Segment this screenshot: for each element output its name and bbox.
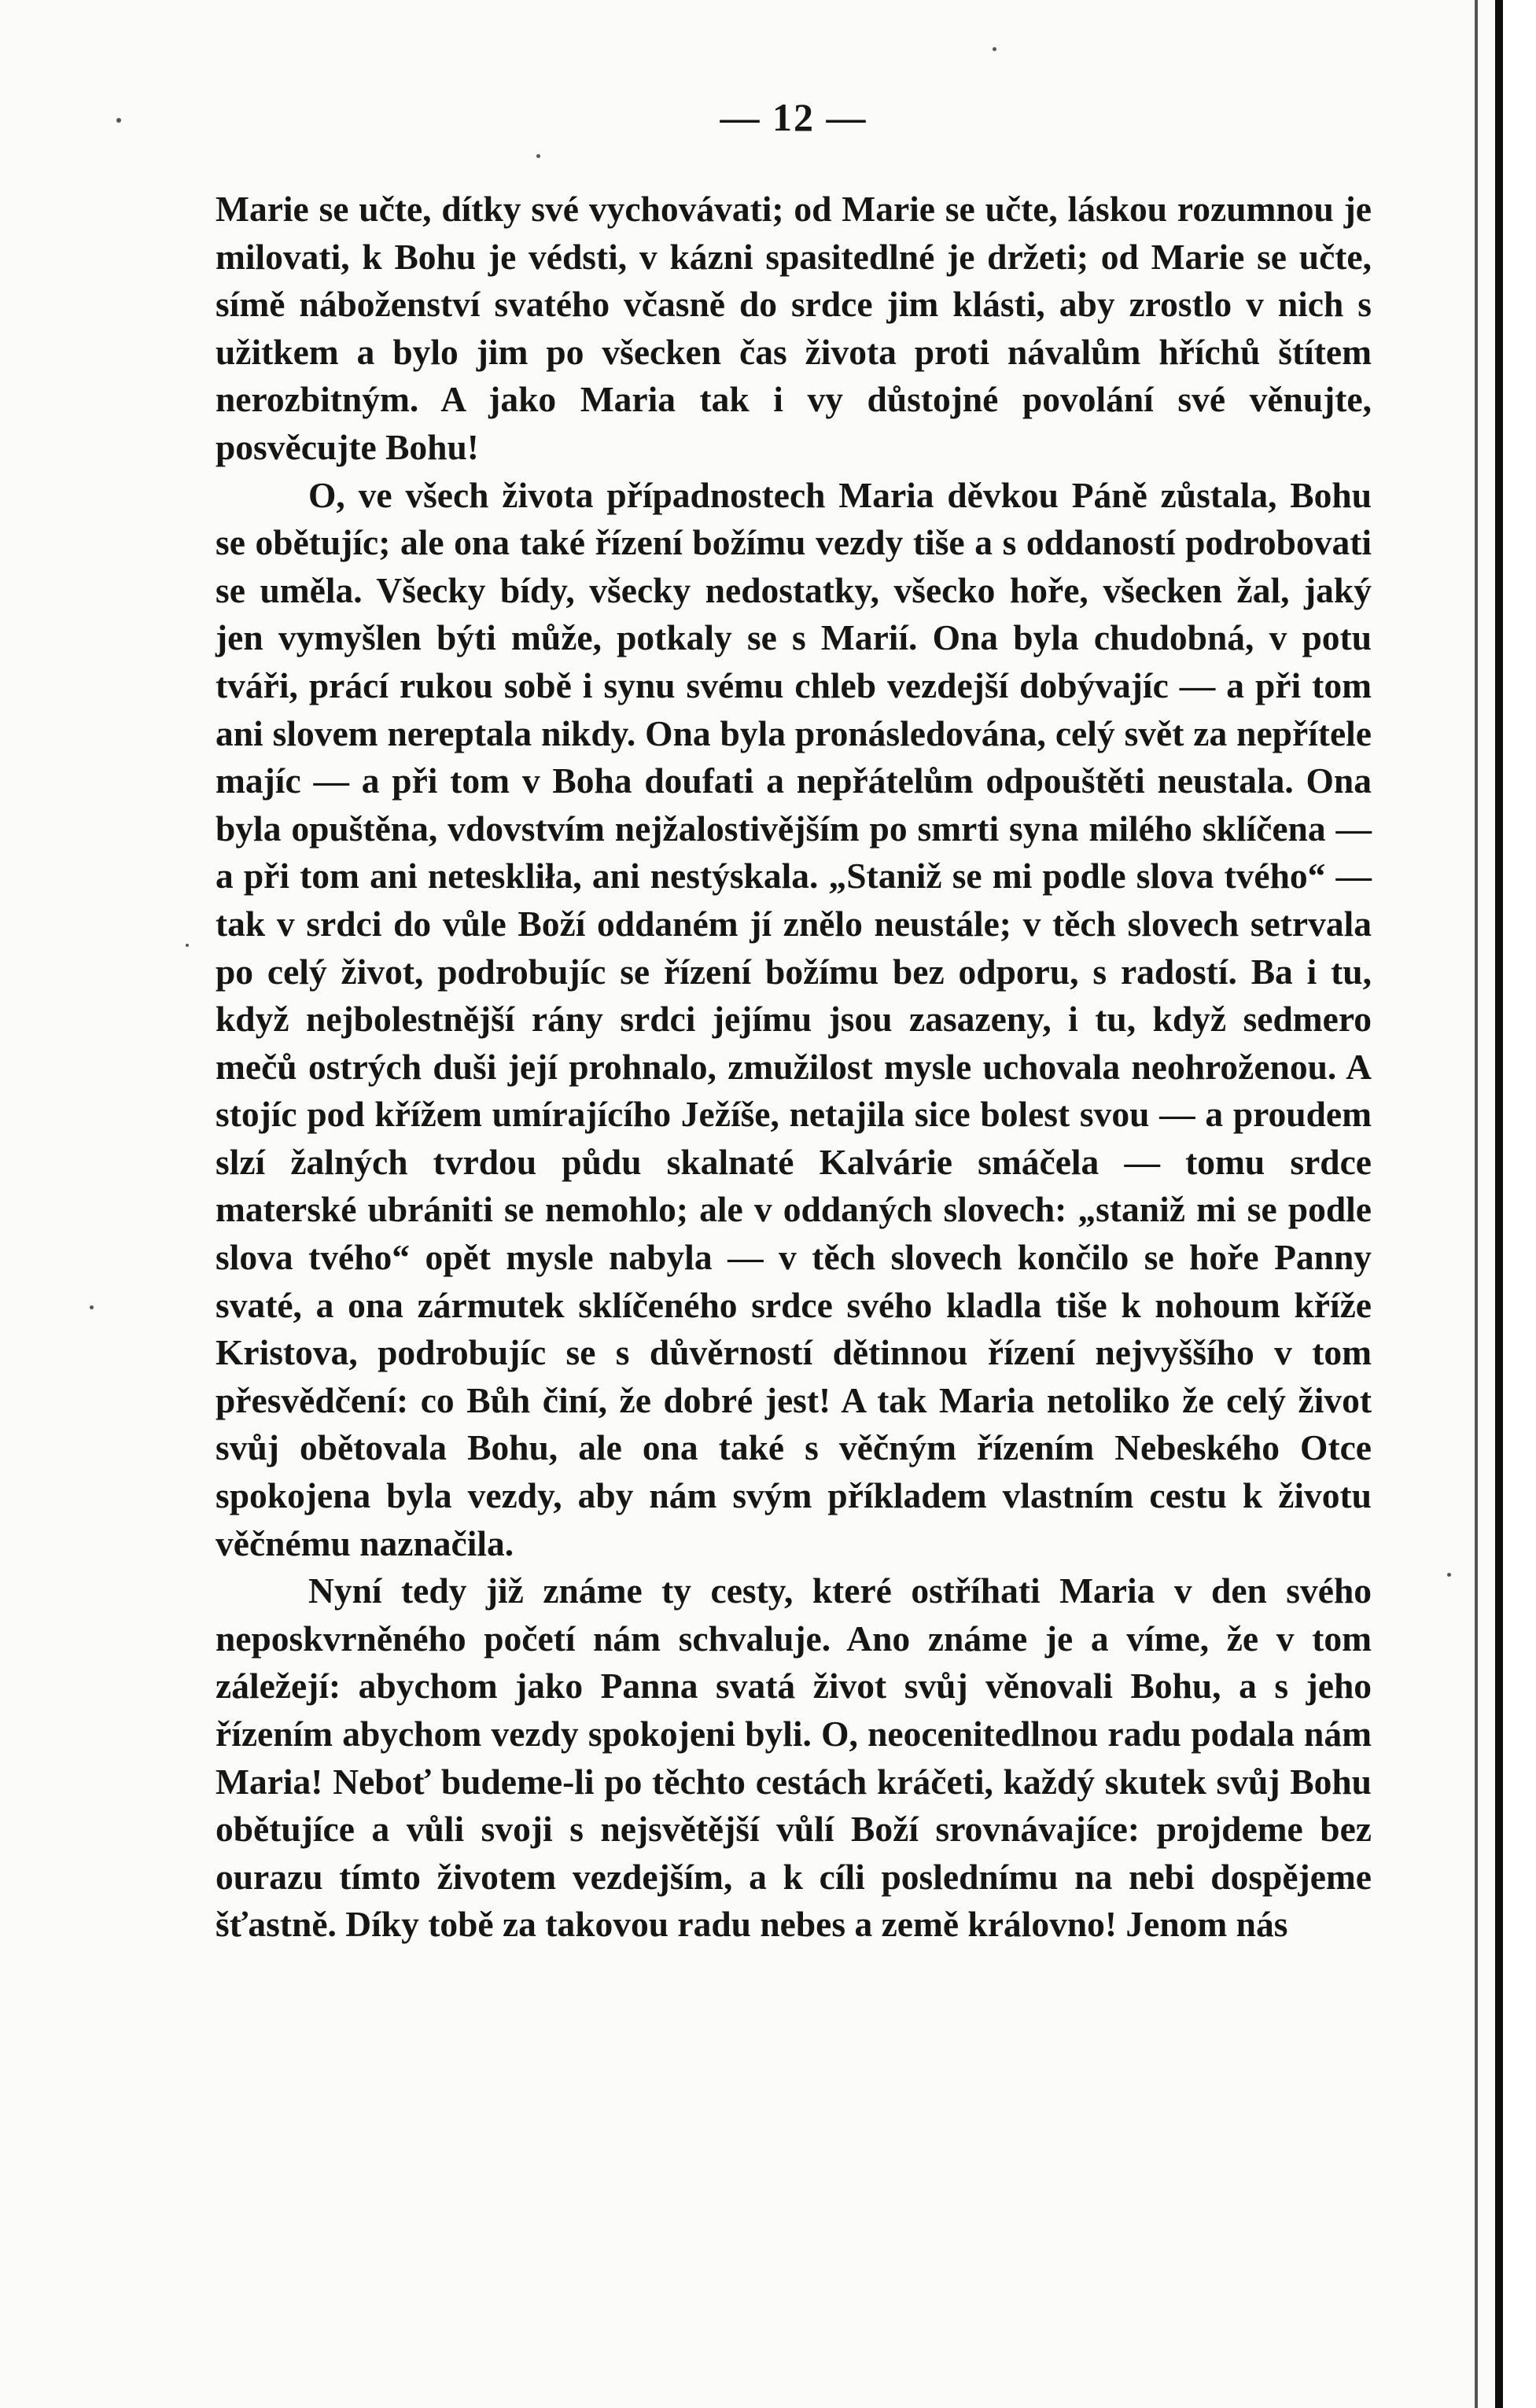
paper-speck <box>186 944 189 947</box>
paper-speck <box>90 1305 94 1309</box>
book-page <box>215 94 1372 1949</box>
scan-shadow-line <box>1475 0 1478 2408</box>
paragraph-2: O, ve všech života případnostech Maria děvkou Páně zůstala, Bohu se obětujíc; ale ona také řízení božímu vezdy tiše a s oddaností podrobovati se uměla. Všecky bídy, všecky nedostatky, všecko hoře, všecken žal, jaký jen vymyšlen býti může, potkaly se s Marií. Ona byla chudobná, v potu tváři, prácí rukou sobě i synu svému chleb vezdejší dobývajíc — a při tom ani slovem nereptala nikdy. Ona byla pronásledována, celý svět za nepřítele majíc — a při tom v Boha doufati a nepřátelům odpouštěti neustala. Ona byla opuštěna, vdovstvím nejžalostivějším po smrti syna milého sklíčena — a při tom ani neteskliła, ani nestýskala. „Staniž se mi podle slova tvého“ — tak v srdci do vůle Boží oddaném jí znělo neustále; v těch slovech setrvala po celý život, podrobujíc se řízení božímu bez odporu, s radostí. Ba i tu, když nejbolestnější rány srdci jejímu jsou zasazeny, i tu, když sedmero mečů ostrých duši její prohnalo, zmužilost mysle uchovala neohroženou. A stojíc pod křížem umírajícího Ježíše, netajila sice bolest svou — a proudem slzí žalných tvrdou půdu skalnaté Kalvárie smáčela — tomu srdce materské ubrániti se nemohlo; ale v oddaných slovech: „staniž mi se podle slova tvého“ opět mysle nabyla — v těch slovech končilo se hoře Panny svaté, a ona zármutek sklíčeného srdce svého kladla tiše k nohoum kříže Kristova, podrobujíc se s důvěrností dětinnou řízení nejvyššího v tom přesvědčení: co Bůh činí, že dobré jest! A tak Maria netoliko že celý život svůj obětovala Bohu, ale ona také s věčným řízením Nebeského Otce spokojena byla vezdy, aby nám svým příkladem vlastním cestu k životu věčnému naznačila. <box>215 474 1372 1563</box>
paragraph-3: Nyní tedy již známe ty cesty, které ostříhati Maria v den svého neposkvrněného početí nám schvaluje. Ano známe je a víme, že v tom záležejí: abychom jako Panna svatá život svůj věnovali Bohu, a s jeho řízením abychom vezdy spokojeni byli. O, neocenitedlnou radu podala nám Maria! Neboť budeme-li po těchto cestách kráčeti, každý skutek svůj Bohu obětujíce a vůli svoji s nejsvětější vůlí Boží srovnávajíce: projdeme bez ourazu tímto životem vezdejším, a k cíli poslednímu na nebi dospějeme šťastně. Díky tobě za takovou radu nebes a země královno! Jenom nás <box>215 1570 1372 1945</box>
scan-edge-border <box>1495 0 1536 2408</box>
paper-speck <box>993 47 996 51</box>
paper-speck <box>1447 1573 1451 1577</box>
paper-speck <box>116 118 121 123</box>
paragraph-1: Marie se učte, dítky své vychovávati; od Marie se učte, láskou rozumnou je milovati, k Bohu je védsti, v kázni spasitedlné je držeti; od Marie se učte, símě náboženství svatého včasně do srdce jim klásti, aby zrostlo v nich s užitkem a bylo jim po všecken čas života proti návalům hříchů štítem nerozbitným. A jako Maria tak i vy důstojné povolání své věnujte, posvěcujte Bohu! <box>215 189 1372 467</box>
page-number: — 12 — <box>720 95 867 139</box>
